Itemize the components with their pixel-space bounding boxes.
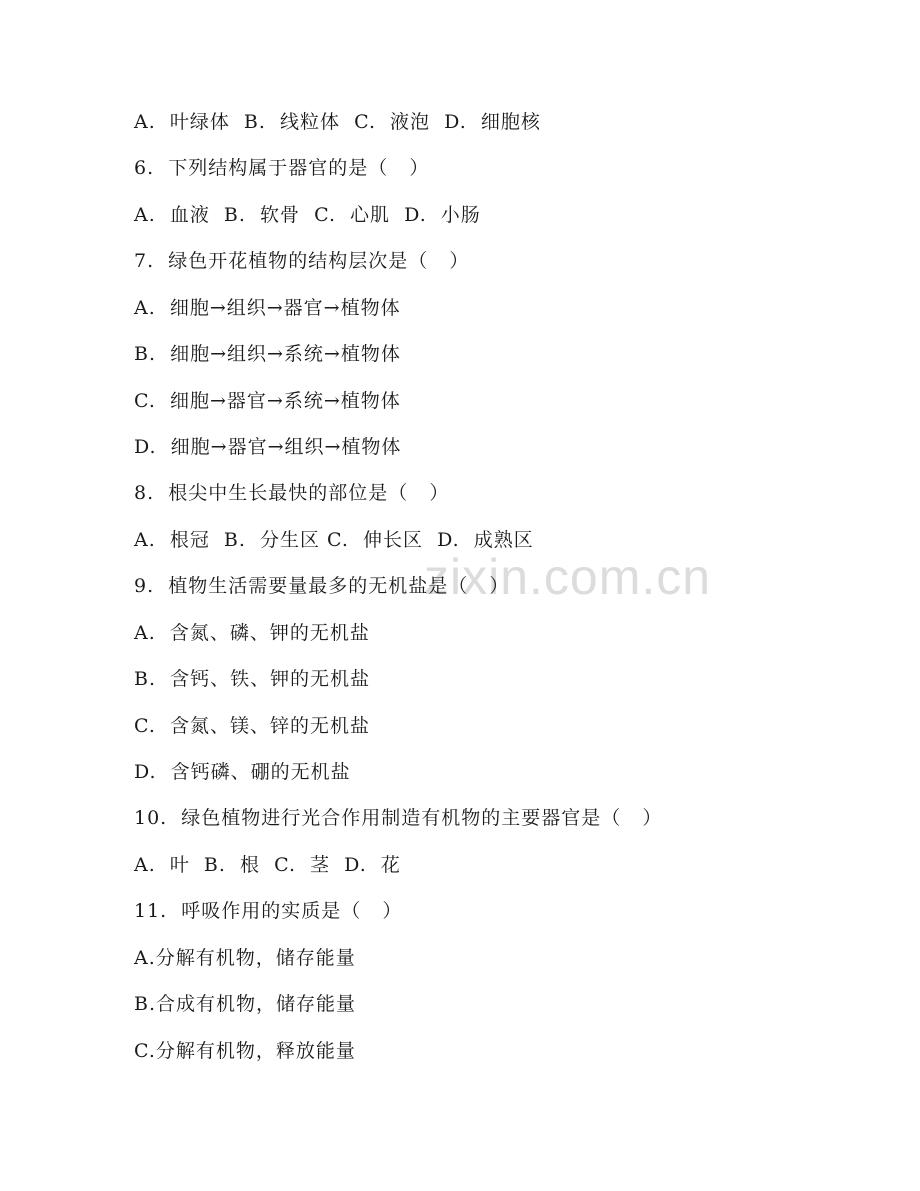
q7-question: 7. 绿色开花植物的结构层次是（ ） <box>134 250 470 272</box>
q8-options: A. 根冠 B. 分生区 C. 伸长区 D. 成熟区 <box>134 529 534 551</box>
q6-question: 6. 下列结构属于器官的是（ ） <box>134 157 430 179</box>
q9-question: 9. 植物生活需要量最多的无机盐是（ ） <box>134 575 510 597</box>
q7-option-a: A. 细胞→组织→器官→植物体 <box>134 297 401 319</box>
q10-question: 10. 绿色植物进行光合作用制造有机物的主要器官是（ ） <box>134 807 663 829</box>
q6-options: A. 血液 B. 软骨 C. 心肌 D. 小肠 <box>134 204 481 226</box>
q11-question: 11. 呼吸作用的实质是（ ） <box>134 900 403 922</box>
q7-option-d: D. 细胞→器官→组织→植物体 <box>134 436 402 458</box>
q5-options: A. 叶绿体 B. 线粒体 C. 液泡 D. 细胞核 <box>134 111 541 133</box>
q10-options: A. 叶 B. 根 C. 茎 D. 花 <box>134 854 401 876</box>
q9-option-c: C. 含氮、镁、锌的无机盐 <box>134 715 370 737</box>
q7-option-c: C. 细胞→器官→系统→植物体 <box>134 390 401 412</box>
q11-option-c: C.分解有机物，释放能量 <box>134 1040 356 1062</box>
q9-option-a: A. 含氮、磷、钾的无机盐 <box>134 622 370 644</box>
watermark: zixin.com.cn <box>424 549 712 605</box>
q11-option-a: A.分解有机物，储存能量 <box>134 947 356 969</box>
q9-option-d: D. 含钙磷、硼的无机盐 <box>134 761 351 783</box>
q8-question: 8. 根尖中生长最快的部位是（ ） <box>134 482 450 504</box>
q11-option-b: B.合成有机物，储存能量 <box>134 993 357 1015</box>
q9-option-b: B. 含钙、铁、钾的无机盐 <box>134 668 371 690</box>
q7-option-b: B. 细胞→组织→系统→植物体 <box>134 343 401 365</box>
